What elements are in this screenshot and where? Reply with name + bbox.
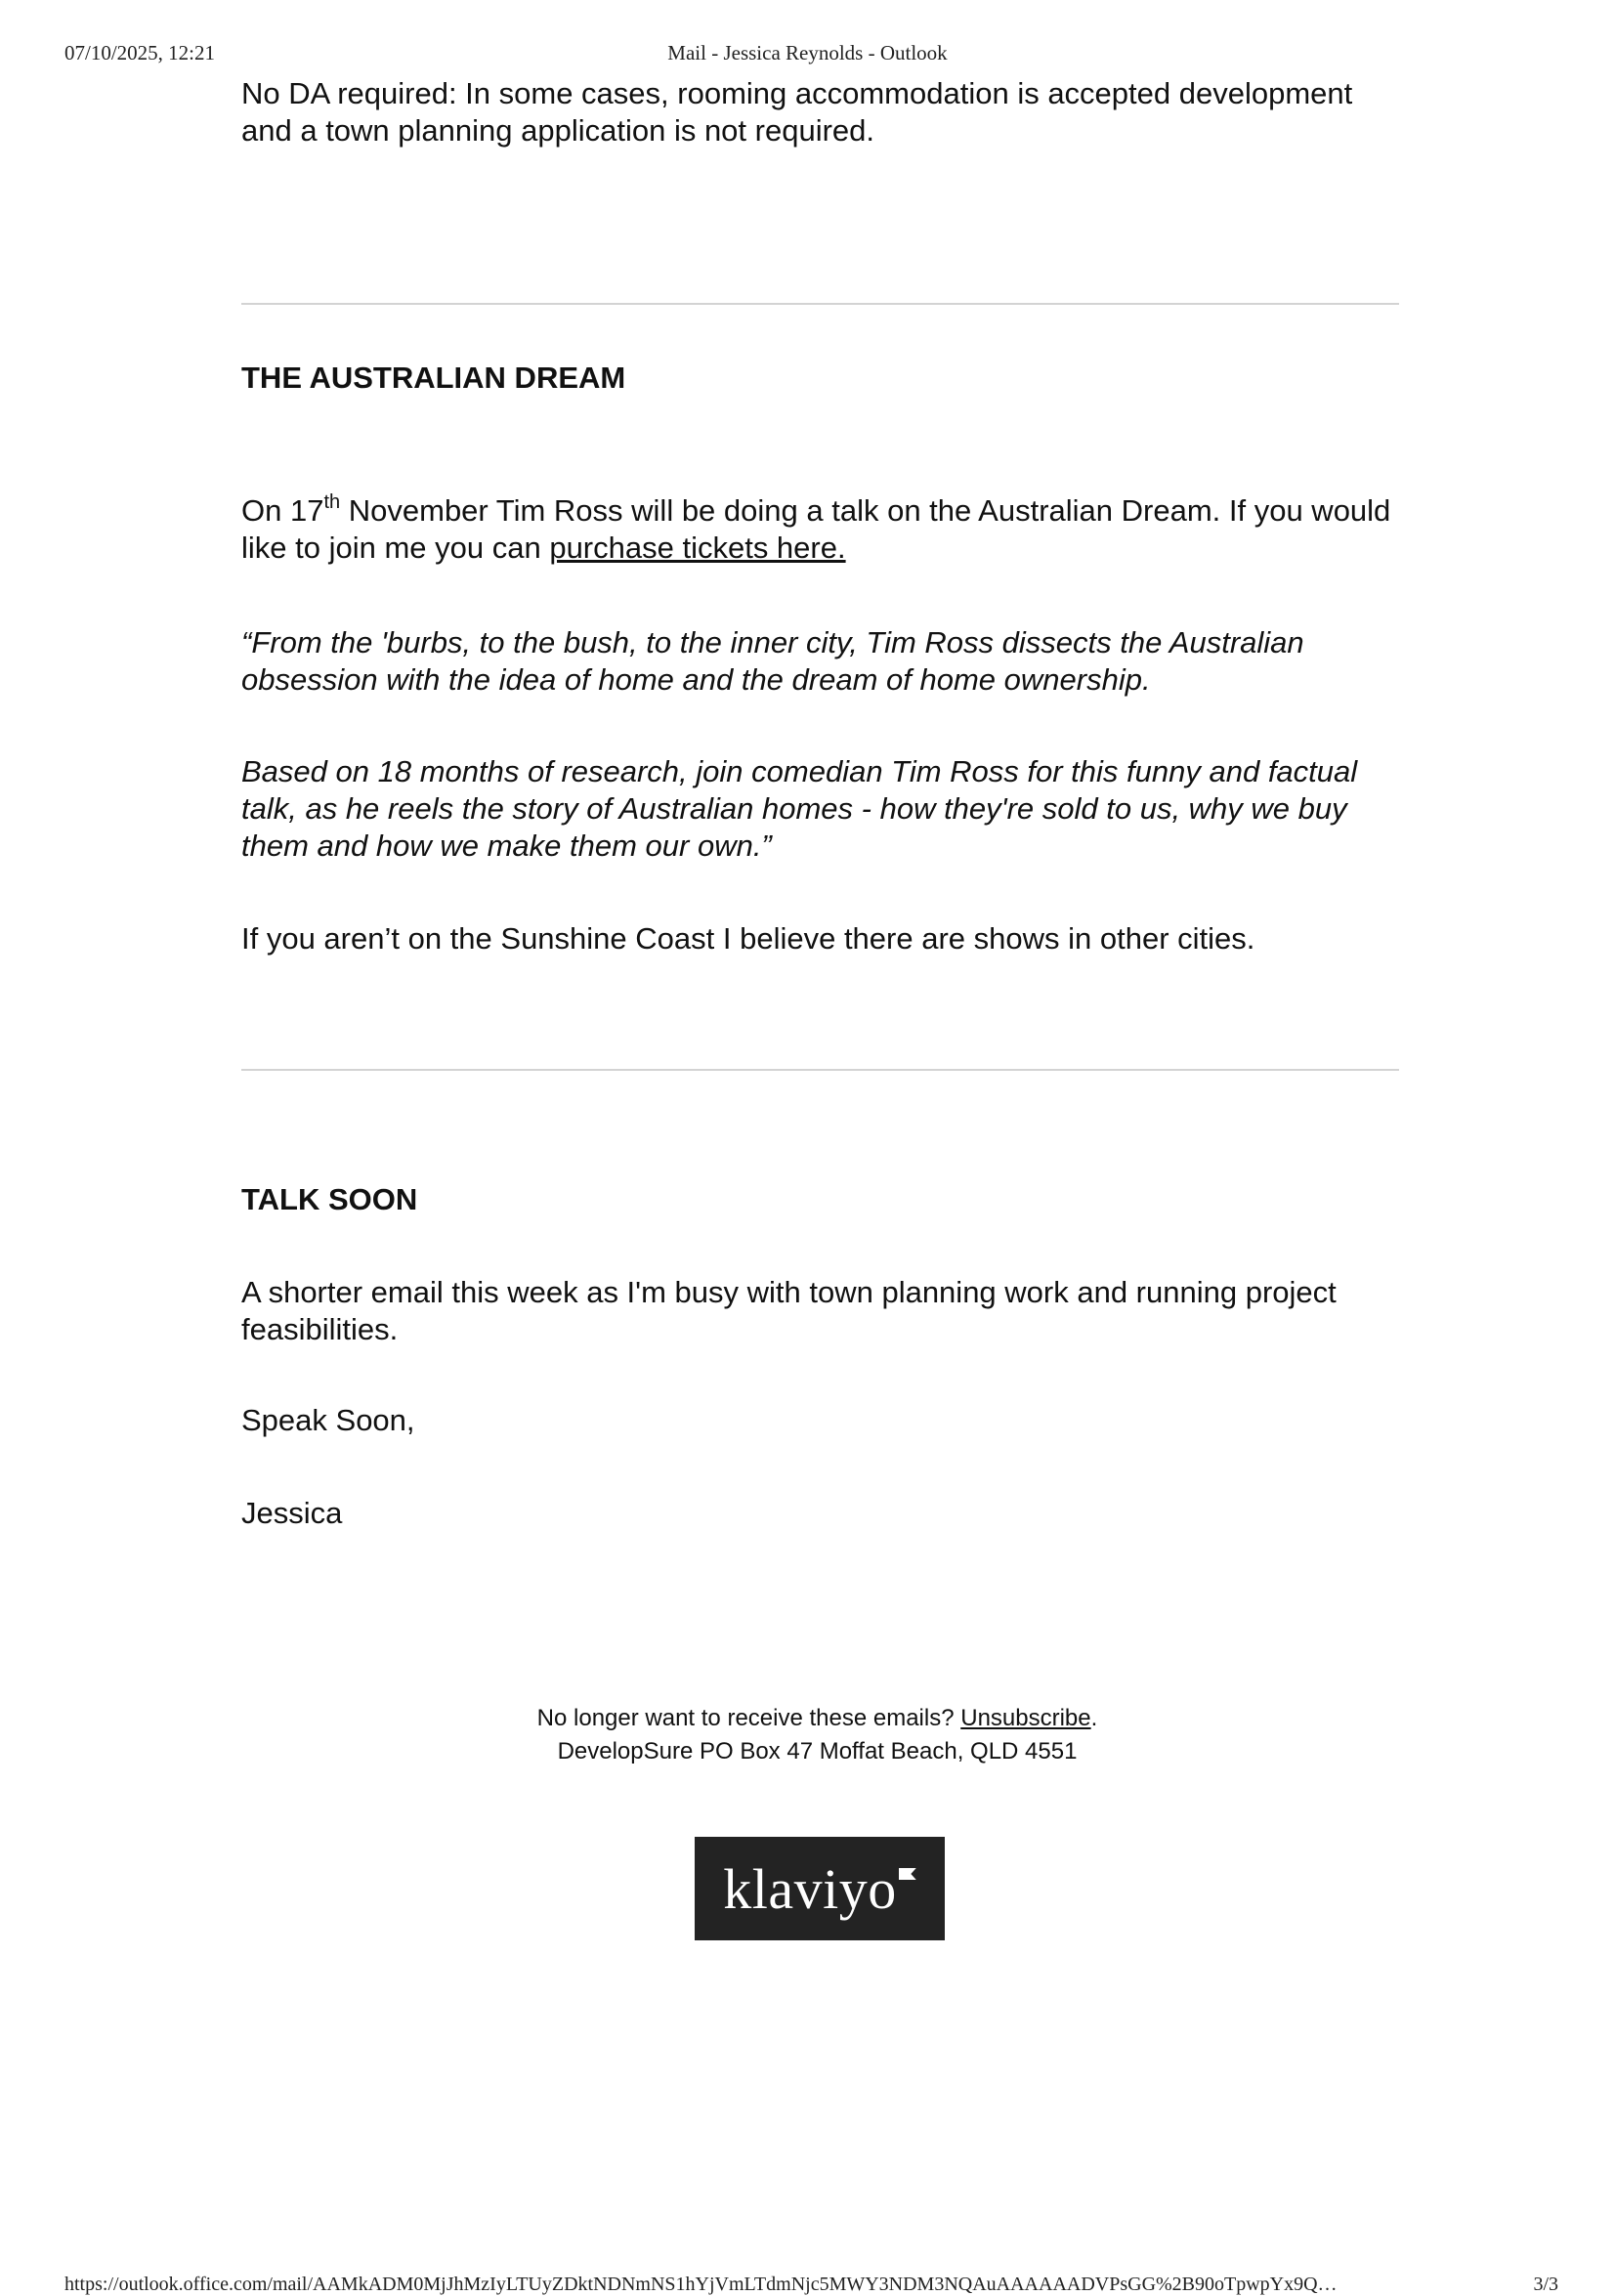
dream-text: November Tim Ross will be doing a talk on the Australian Dream. If you would like to join me you can bbox=[241, 493, 1391, 565]
intro-paragraph: No DA required: In some cases, rooming accommodation is accepted development and a town planning application is not required. bbox=[241, 76, 1353, 148]
dream-paragraph bbox=[241, 492, 1399, 567]
dream-date-superscript: th bbox=[323, 490, 341, 513]
section-heading-talk-soon: TALK SOON bbox=[241, 1182, 418, 1216]
section-divider bbox=[241, 1069, 1399, 1071]
unsubscribe-suffix: . bbox=[1090, 1705, 1098, 1731]
klaviyo-logo[interactable] bbox=[695, 1837, 945, 1940]
dream-date-prefix: On 17 bbox=[241, 493, 324, 528]
unsubscribe-prefix: No longer want to receive these emails? bbox=[536, 1705, 961, 1731]
klaviyo-logo-text: klaviyo bbox=[723, 1856, 897, 1921]
company-address: DevelopSure PO Box 47 Moffat Beach, QLD 4551 bbox=[557, 1738, 1078, 1765]
unsubscribe-line bbox=[0, 1702, 1615, 1735]
section-heading-australian-dream: THE AUSTRALIAN DREAM bbox=[241, 361, 626, 395]
signoff: Speak Soon, bbox=[241, 1403, 415, 1437]
print-datetime: 07/10/2025, 12:21 bbox=[64, 41, 216, 64]
unsubscribe-link[interactable]: Unsubscribe bbox=[960, 1705, 1091, 1731]
talk-paragraph: A shorter email this week as I'm busy with town planning work and running project feasibilities. bbox=[241, 1275, 1337, 1346]
print-url: https://outlook.office.com/mail/AAMkADM0MjJhMzIyLTUyZDktNDNmNS1hYjVmLTdmNjc5MWY3NDM3NQAuAAAAAADVPsGG%2B90oTpwpYx9Q… bbox=[64, 2274, 1338, 2295]
flag-icon bbox=[899, 1868, 916, 1880]
print-page-number: 3/3 bbox=[1533, 2274, 1558, 2295]
dream-other-cities: If you aren’t on the Sunshine Coast I believe there are shows in other cities. bbox=[241, 921, 1255, 956]
print-title: Mail - Jessica Reynolds - Outlook bbox=[667, 41, 948, 64]
dream-quote-1: “From the 'burbs, to the bush, to the inner city, Tim Ross dissects the Australian obsession with the idea of home and the dream of home ownership. bbox=[241, 625, 1304, 697]
purchase-tickets-link[interactable]: purchase tickets here. bbox=[549, 531, 846, 565]
section-divider bbox=[241, 303, 1399, 305]
dream-quote-2: Based on 18 months of research, join comedian Tim Ross for this funny and factual talk, as he reels the story of Australian homes - how they're sold to us, why we buy them and how we make them our own.” bbox=[241, 754, 1358, 863]
sender-name: Jessica bbox=[241, 1496, 343, 1530]
